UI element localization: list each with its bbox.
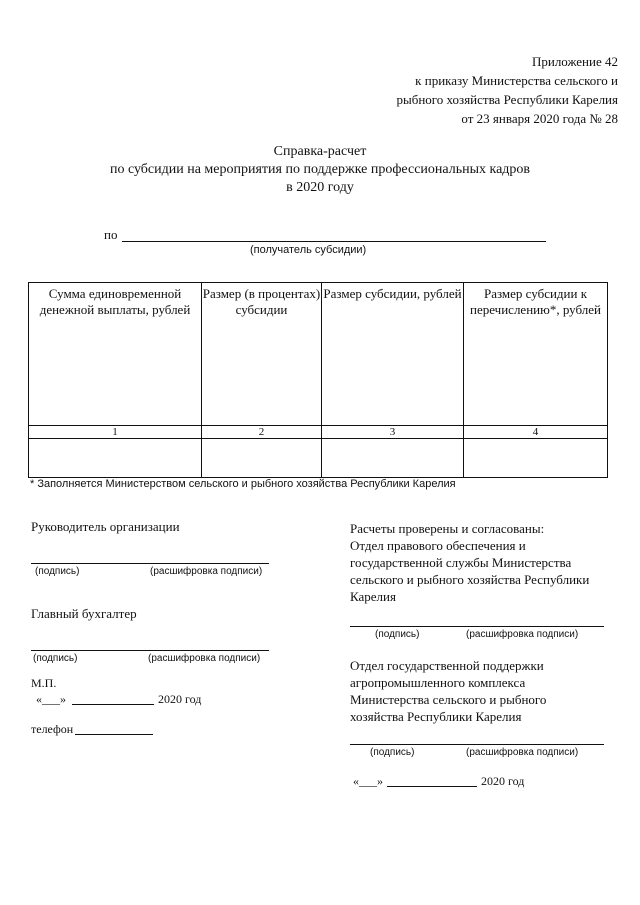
left-date-line[interactable] — [72, 704, 154, 705]
head-signature-line[interactable] — [31, 563, 269, 564]
document-title — [0, 143, 640, 197]
title-line-3: в 2020 году — [286, 180, 354, 195]
head-decode-caption: (расшифровка подписи) — [150, 566, 263, 577]
dept1-signature-line[interactable] — [350, 626, 604, 627]
table-data-row — [29, 439, 608, 478]
dept2-line: Отдел государственной поддержки — [350, 658, 544, 673]
right-date-line[interactable] — [387, 786, 477, 787]
checked-block — [350, 520, 589, 605]
column-number: 1 — [29, 426, 202, 439]
dept2-line: агропромышленного комплекса — [350, 675, 526, 690]
dept2-decode-caption: (расшифровка подписи) — [466, 747, 579, 758]
table-number-row — [29, 426, 608, 439]
recipient-prefix: по — [104, 227, 118, 242]
appendix-order-ref: к приказу Министерства сельского и — [415, 73, 618, 88]
dept2-block — [350, 657, 546, 725]
appendix-ministry: рыбного хозяйства Республики Карелия — [396, 92, 618, 107]
footnote: * Заполняется Министерством сельского и рыбного хозяйства Республики Карелия — [30, 478, 456, 490]
head-title: Руководитель организации — [31, 519, 180, 534]
header-cell-subsidy: Размер субсидии, рублей — [322, 283, 464, 426]
accountant-signature-line[interactable] — [31, 650, 269, 651]
left-date-suffix: 2020 год — [158, 692, 202, 706]
accountant-decode-caption: (расшифровка подписи) — [148, 653, 261, 664]
column-number: 2 — [202, 426, 322, 439]
appendix-number: Приложение 42 — [531, 54, 618, 69]
data-cell-transfer[interactable] — [464, 439, 608, 478]
dept2-line: хозяйства Республики Карелия — [350, 709, 522, 724]
dept1-line: Отдел правового обеспечения и — [350, 538, 526, 553]
dept1-decode-caption: (расшифровка подписи) — [466, 629, 579, 640]
title-line-2: по субсидии на мероприятия по поддержке профессиональных кадров — [109, 162, 531, 177]
data-cell-percent[interactable] — [202, 439, 322, 478]
dept2-signature-line[interactable] — [350, 744, 604, 745]
dept1-signature-caption: (подпись) — [375, 629, 420, 640]
phone-label: телефон — [31, 722, 74, 736]
recipient-caption: (получатель субсидии) — [250, 244, 367, 256]
accountant-title: Главный бухгалтер — [31, 606, 137, 621]
column-number: 4 — [464, 426, 608, 439]
table-header-row — [29, 283, 608, 426]
left-date-prefix: «___» — [36, 692, 66, 706]
column-number: 3 — [322, 426, 464, 439]
data-cell-subsidy[interactable] — [322, 439, 464, 478]
dept1-line: государственной службы Министерства — [350, 555, 572, 570]
header-cell-transfer: Размер субсидии к перечислению*, рублей — [464, 283, 608, 426]
title-line-1: Справка-расчет — [273, 144, 367, 159]
right-date-prefix: «___» — [353, 774, 383, 788]
dept2-line: Министерства сельского и рыбного — [350, 692, 547, 707]
header-cell-lump-sum: Сумма единовременной денежной выплаты, рублей — [29, 283, 202, 426]
phone-line[interactable] — [75, 734, 153, 735]
recipient-input-line[interactable] — [122, 241, 546, 242]
appendix-date: от 23 января 2020 года № 28 — [461, 111, 618, 126]
data-cell-lump-sum[interactable] — [29, 439, 202, 478]
dept1-line: Карелия — [350, 589, 396, 604]
checked-label: Расчеты проверены и согласованы: — [350, 521, 545, 536]
appendix-header — [396, 52, 618, 128]
calculation-table — [28, 282, 608, 478]
dept1-line: сельского и рыбного хозяйства Республики — [350, 572, 590, 587]
dept2-signature-caption: (подпись) — [370, 747, 415, 758]
right-date-suffix: 2020 год — [481, 774, 525, 788]
accountant-signature-caption: (подпись) — [33, 653, 78, 664]
stamp-label: М.П. — [31, 676, 57, 690]
head-signature-caption: (подпись) — [35, 566, 80, 577]
header-cell-percent: Размер (в процентах) субсидии — [202, 283, 322, 426]
